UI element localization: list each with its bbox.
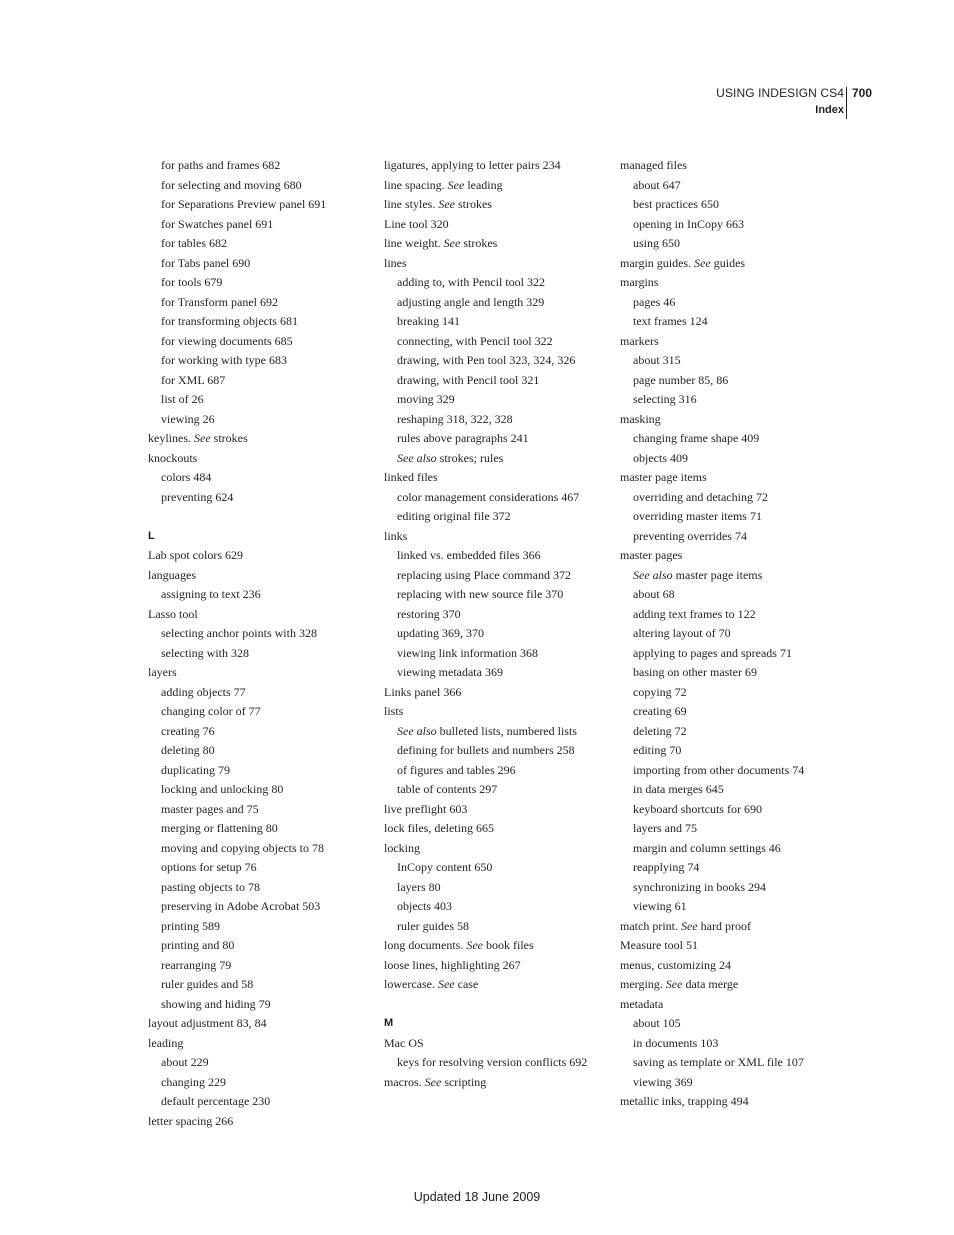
index-entry: Links panel 366 (384, 684, 462, 699)
index-subentry: deleting 72 (633, 723, 687, 738)
index-subentry: for tables 682 (161, 236, 227, 250)
entry-term: line spacing. (384, 177, 448, 192)
index-subentry: for Swatches panel 691 (161, 216, 274, 231)
index-subentry: best practices 650 (633, 197, 719, 211)
entry-term: macros. (384, 1074, 425, 1089)
index-subentry: ruler guides 58 (397, 918, 469, 933)
index-entry: markers (620, 333, 659, 348)
see-reference: See (437, 977, 455, 991)
index-entry: lines (384, 255, 407, 270)
section-gap (148, 507, 373, 527)
book-title: USING INDESIGN CS4 (716, 86, 844, 100)
index-subentry: selecting anchor points with 328 (161, 626, 317, 640)
index-subentry: layers 80 (397, 879, 441, 894)
header-divider (846, 87, 847, 119)
index-entry: layout adjustment 83, 84 (148, 1016, 267, 1030)
index-entry: Lasso tool (148, 606, 198, 621)
index-subentry: preventing overrides 74 (633, 528, 747, 543)
index-subentry: for Transform panel 692 (161, 294, 278, 309)
index-entry: managed files (620, 158, 687, 172)
index-subentry: viewing 61 (633, 899, 687, 913)
index-subentry: using 650 (633, 236, 681, 250)
reference-target: scripting (441, 1074, 487, 1089)
index-subentry: objects 403 (397, 899, 452, 913)
index-subentry: restoring 370 (397, 606, 461, 621)
index-column-1 (148, 156, 373, 1131)
index-subentry: replacing with new source file 370 (397, 587, 564, 601)
index-subentry: altering layout of 70 (633, 626, 731, 640)
entry-term: long documents. (384, 938, 467, 952)
index-subentry: for Separations Preview panel 691 (161, 197, 327, 211)
index-subentry: linked vs. embedded files 366 (397, 548, 541, 562)
index-entry: ligatures, applying to letter pairs 234 (384, 158, 561, 172)
header-title-line (544, 85, 872, 102)
reference-target: book files (482, 938, 534, 952)
index-subentry: objects 409 (633, 450, 688, 465)
index-subentry: table of contents 297 (397, 782, 498, 796)
index-subentry: assigning to text 236 (161, 587, 261, 601)
see-reference: See (466, 938, 483, 952)
section-gap (384, 995, 609, 1015)
index-subentry: adding text frames to 122 (633, 606, 756, 621)
index-letter-heading: M (384, 1017, 394, 1029)
reference-target: master page items (672, 567, 763, 582)
reference-target: strokes (210, 431, 248, 445)
index-subentry: creating 69 (633, 704, 687, 718)
index-subentry: ruler guides and 58 (161, 977, 254, 991)
index-subentry: text frames 124 (633, 314, 708, 328)
index-letter-heading: L (148, 529, 155, 542)
reference-target: strokes (454, 197, 492, 211)
index-subentry: viewing link information 368 (397, 645, 538, 660)
index-entry: loose lines, highlighting 267 (384, 957, 521, 972)
see-reference: See (680, 918, 698, 933)
index-subentry: breaking 141 (397, 314, 460, 328)
index-subentry: selecting 316 (633, 392, 697, 406)
index-subentry: color management considerations 467 (397, 489, 580, 504)
index-subentry: in data merges 645 (633, 782, 724, 796)
index-subentry: for transforming objects 681 (161, 314, 298, 328)
index-entry: leading (148, 1035, 184, 1050)
index-subentry: for paths and frames 682 (161, 158, 281, 172)
index-subentry: connecting, with Pencil tool 322 (397, 333, 553, 348)
index-entry: masking (620, 411, 661, 426)
index-subentry: editing original file 372 (397, 509, 511, 523)
index-subentry: colors 484 (161, 470, 212, 484)
entry-term: merging. (620, 977, 666, 991)
index-subentry: basing on other master 69 (633, 665, 757, 679)
index-subentry: merging or flattening 80 (161, 821, 278, 835)
index-subentry: pages 46 (633, 294, 676, 309)
index-entry: master pages (620, 548, 683, 562)
index-subentry: about 105 (633, 1016, 681, 1030)
index-subentry: viewing 369 (633, 1074, 693, 1089)
reference-target: data merge (682, 977, 739, 991)
index-subentry: showing and hiding 79 (161, 996, 271, 1011)
entry-term: line styles. (384, 197, 439, 211)
entry-term: match print. (620, 918, 681, 933)
index-subentry: for Tabs panel 690 (161, 255, 251, 270)
index-subentry: changing 229 (161, 1074, 226, 1089)
index-subentry: for selecting and moving 680 (161, 177, 302, 192)
index-subentry (620, 566, 845, 586)
index-subentry: overriding and detaching 72 (633, 489, 768, 504)
index-subentry (384, 722, 609, 742)
index-subentry: selecting with 328 (161, 645, 249, 660)
index-subentry: for working with type 683 (161, 353, 287, 367)
index-entry: layers (148, 665, 177, 679)
index-subentry: moving 329 (397, 392, 455, 406)
index-subentry: rearranging 79 (161, 957, 232, 972)
index-subentry: locking and unlocking 80 (161, 782, 284, 796)
index-subentry: defining for bullets and numbers 258 (397, 743, 575, 757)
index-entry: metadata (620, 996, 664, 1011)
index-entry (620, 975, 845, 995)
entry-term: lowercase. (384, 977, 438, 991)
index-entry: margins (620, 275, 659, 289)
index-subentry: reapplying 74 (633, 860, 700, 874)
index-subentry: layers and 75 (633, 821, 697, 835)
see-reference: See (443, 236, 461, 250)
index-subentry: copying 72 (633, 684, 687, 699)
index-entry: master page items (620, 470, 707, 484)
index-subentry: adjusting angle and length 329 (397, 294, 545, 309)
index-entry: linked files (384, 470, 438, 484)
page-footer: Updated 18 June 2009 (413, 1190, 541, 1204)
index-entry (148, 429, 373, 449)
index-entry: locking (384, 840, 420, 855)
index-subentry: about 68 (633, 587, 675, 601)
index-subentry: applying to pages and spreads 71 (633, 645, 792, 660)
index-subentry (384, 449, 609, 469)
index-subentry: for tools 679 (161, 275, 223, 289)
index-entry (620, 917, 845, 937)
index-subentry: moving and copying objects to 78 (161, 840, 324, 855)
index-subentry: reshaping 318, 322, 328 (397, 411, 513, 426)
reference-target: hard proof (697, 918, 751, 933)
index-subentry: viewing 26 (161, 411, 215, 426)
index-entry (620, 254, 845, 274)
reference-target: strokes; rules (436, 450, 504, 465)
index-subentry: about 229 (161, 1055, 209, 1069)
index-entry (384, 195, 609, 215)
index-subentry: for XML 687 (161, 372, 226, 387)
see-reference: See (424, 1074, 442, 1089)
reference-target: case (454, 977, 479, 991)
index-subentry: of figures and tables 296 (397, 762, 516, 777)
reference-target: strokes (460, 236, 498, 250)
index-subentry: InCopy content 650 (397, 860, 493, 874)
index-subentry: rules above paragraphs 241 (397, 431, 529, 445)
reference-target: guides (710, 255, 746, 270)
see-reference: See (438, 197, 455, 211)
index-subentry: preserving in Adobe Acrobat 503 (161, 899, 321, 913)
reference-target: leading (464, 177, 503, 192)
running-header (544, 85, 872, 119)
see-reference: See (194, 431, 211, 445)
index-subentry: list of 26 (161, 392, 204, 406)
index-entry: languages (148, 567, 196, 582)
index-entry (384, 234, 609, 254)
index-subentry: changing color of 77 (161, 704, 261, 718)
index-column-3 (620, 156, 845, 1112)
index-entry: Lab spot colors 629 (148, 548, 243, 562)
index-subentry: printing 589 (161, 918, 220, 933)
index-entry: Line tool 320 (384, 216, 449, 231)
page-number: 700 (851, 86, 872, 100)
index-subentry: changing frame shape 409 (633, 431, 760, 445)
index-subentry: about 647 (633, 177, 681, 192)
index-subentry: for viewing documents 685 (161, 333, 293, 348)
index-subentry: deleting 80 (161, 743, 215, 757)
index-entry: lists (384, 704, 404, 718)
index-subentry: importing from other documents 74 (633, 762, 805, 777)
index-subentry: saving as template or XML file 107 (633, 1055, 804, 1069)
see-reference: See (665, 977, 683, 991)
index-subentry: about 315 (633, 353, 681, 367)
index-subentry: keyboard shortcuts for 690 (633, 801, 762, 816)
index-subentry: pasting objects to 78 (161, 879, 260, 894)
index-entry: lock files, deleting 665 (384, 821, 494, 835)
index-subentry: synchronizing in books 294 (633, 879, 766, 894)
index-subentry: in documents 103 (633, 1035, 719, 1050)
index-entry: menus, customizing 24 (620, 957, 731, 972)
index-entry: Mac OS (384, 1035, 424, 1050)
index-subentry: viewing metadata 369 (397, 665, 503, 679)
index-subentry: adding objects 77 (161, 684, 246, 699)
index-entry (384, 936, 609, 956)
index-subentry: keys for resolving version conflicts 692 (397, 1055, 588, 1069)
see-reference: See also (633, 567, 673, 582)
index-subentry: drawing, with Pencil tool 321 (397, 372, 540, 387)
entry-term: keylines. (148, 431, 194, 445)
index-subentry: master pages and 75 (161, 801, 259, 816)
index-subentry: preventing 624 (161, 489, 234, 504)
see-reference: See also (397, 723, 437, 738)
index-subentry: opening in InCopy 663 (633, 216, 744, 231)
index-column-2 (384, 156, 609, 1092)
index-subentry: overriding master items 71 (633, 509, 762, 523)
index-subentry: printing and 80 (161, 938, 235, 952)
index-subentry: drawing, with Pen tool 323, 324, 326 (397, 353, 576, 367)
index-subentry: editing 70 (633, 743, 682, 757)
reference-target: bulleted lists, numbered lists (436, 723, 577, 738)
index-entry (384, 975, 609, 995)
index-subentry: creating 76 (161, 723, 215, 738)
see-reference: See also (397, 450, 437, 465)
index-entry (384, 176, 609, 196)
index-subentry: default percentage 230 (161, 1094, 271, 1108)
index-subentry: duplicating 79 (161, 762, 230, 777)
index-entry: live preflight 603 (384, 801, 468, 816)
section-name: Index (815, 104, 844, 116)
index-entry: Measure tool 51 (620, 938, 698, 952)
index-subentry: updating 369, 370 (397, 626, 484, 640)
index-subentry: margin and column settings 46 (633, 840, 781, 855)
entry-term: line weight. (384, 236, 444, 250)
index-subentry: adding to, with Pencil tool 322 (397, 275, 545, 289)
index-entry: metallic inks, trapping 494 (620, 1094, 749, 1108)
entry-term: margin guides. (620, 255, 695, 270)
index-subentry: replacing using Place command 372 (397, 567, 571, 582)
index-entry: knockouts (148, 450, 198, 465)
index-entry (384, 1073, 609, 1093)
index-subentry: page number 85, 86 (633, 372, 729, 387)
index-entry: letter spacing 266 (148, 1113, 234, 1128)
index-subentry: options for setup 76 (161, 860, 257, 874)
see-reference: See (447, 177, 465, 192)
index-entry: links (384, 528, 408, 543)
see-reference: See (694, 255, 711, 270)
